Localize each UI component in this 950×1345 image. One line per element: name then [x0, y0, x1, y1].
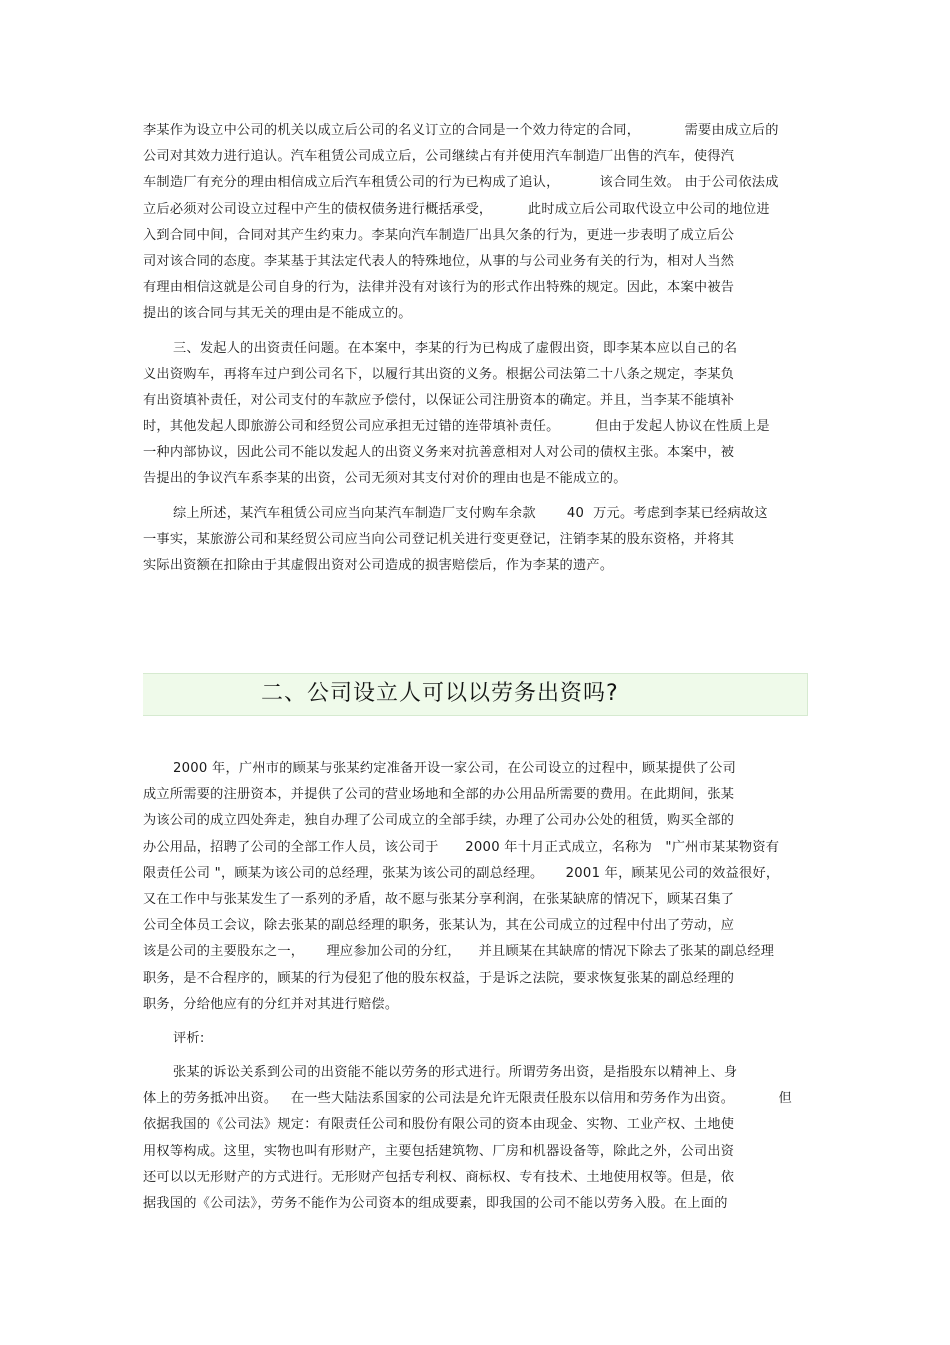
section-heading-box — [143, 673, 808, 716]
text-line: 实际出资额在扣除由于其虚假出资对公司造成的损害赔偿后，作为李某的遗产。 — [143, 558, 614, 573]
text-line: 提出的该合同与其无关的理由是不能成立的。 — [143, 306, 412, 322]
text-line: 依据我国的《公司法》规定：有限责任公司和股份有限公司的资本由现金、实物、工业产权、土地使 — [143, 1117, 735, 1133]
text-line: 成立所需要的注册资本，并提供了公司的营业场地和全部的办公用品所需要的费用。在此期间，张某 — [143, 787, 735, 803]
text-line: 据我国的《公司法》，劳务不能作为公司资本的组成要素，即我国的公司不能以劳务入股。在上面的 — [143, 1196, 728, 1211]
text-line: 时，其他发起人即旅游公司和经贸公司应承担无过错的连带填补责任。 但由于发起人协议在性质上是 — [143, 419, 770, 435]
text-line: 公司全体员工会议，除去张某的副总经理的职务，张某认为，其在公司成立的过程中付出了劳动，应 — [143, 918, 735, 934]
text-line: 有理由相信这就是公司自身的行为，法律并没有对该行为的形式作出特殊的规定。因此，本案中被告 — [143, 280, 735, 296]
text-line: 司对该合同的态度。李某基于其法定代表人的特殊地位，从事的与公司业务有关的行为，相对人当然 — [143, 253, 735, 269]
paragraph-conclusion — [143, 501, 807, 580]
paragraph-analysis-label — [143, 1026, 807, 1052]
section-heading: 二、公司设立人可以以劳务出资吗? — [261, 681, 619, 706]
text-line: 职务，分给他应有的分红并对其进行赔偿。 — [143, 996, 399, 1012]
text-line: 限责任公司 "，顾某为该公司的总经理，张某为该公司的副总经理。 2001 年，顾某见公司的效益很好， — [143, 865, 780, 881]
text-line: 张某的诉讼关系到公司的出资能不能以劳务的形式进行。所谓劳务出资，是指股东以精神上、身 — [173, 1065, 738, 1081]
text-line: 综上所述，某汽车租赁公司应当向某汽车制造厂支付购车余款 40 万元。考虑到李某已经病故这 — [173, 505, 768, 521]
text-line: 职务，是不合程序的，顾某的行为侵犯了他的股东权益，于是诉之法院，要求恢复张某的副总经理的 — [143, 970, 735, 986]
text-line: 公司对其效力进行追认。汽车租赁公司成立后，公司继续占有并使用汽车制造厂出售的汽车，使得汽 — [143, 149, 735, 165]
text-line: 李某作为设立中公司的机关以成立后公司的名义订立的合同是一个效力待定的合同， 需要由成立后的 — [143, 123, 779, 138]
document-body-top — [143, 118, 807, 579]
text-line: 一种内部协议，因此公司不能以发起人的出资义务来对抗善意相对人对公司的债权主张。本案中，被 — [143, 445, 735, 461]
paragraph-analysis — [143, 1060, 807, 1217]
text-line: 车制造厂有充分的理由相信成立后汽车租赁公司的行为已构成了追认， 该合同生效。 由于公司依法成 — [143, 175, 779, 191]
text-line: 立后必须对公司设立过程中产生的债权债务进行概括承受， 此时成立后公司取代设立中公司的地位进 — [143, 201, 770, 217]
text-line: 2000 年，广州市的顾某与张某约定准备开设一家公司，在公司设立的过程中，顾某提供了公司 — [173, 761, 737, 776]
text-line: 用权等构成。这里，实物也叫有形财产，主要包括建筑物、厂房和机器设备等，除此之外，公司出资 — [143, 1143, 735, 1159]
document-body-bottom — [143, 756, 807, 1217]
text-line: 义出资购车，再将车过户到公司名下，以履行其出资的义务。根据公司法第二十八条之规定，李某负 — [143, 366, 735, 382]
text-line: 体上的劳务抵冲出资。 在一些大陆法系国家的公司法是允许无限责任股东以信用和劳务作为出资。 但 — [143, 1091, 792, 1107]
text-line: 该是公司的主要股东之一， 理应参加公司的分红， 并且顾某在其缺席的情况下除去了张某的副总经理 — [143, 944, 775, 960]
text-line: 入到合同中间，合同对其产生约束力。李某向汽车制造厂出具欠条的行为，更进一步表明了成立后公 — [143, 227, 735, 243]
text-line: 有出资填补责任，对公司支付的车款应予偿付，以保证公司注册资本的确定。并且，当李某不能填补 — [143, 392, 735, 408]
paragraph-contract-validity — [143, 118, 807, 328]
paragraph-promoter-liability — [143, 336, 807, 493]
text-line: 还可以以无形财产的方式进行。无形财产包括专利权、商标权、专有技术、土地使用权等。但是，依 — [143, 1169, 735, 1185]
text-line: 又在工作中与张某发生了一系列的矛盾，故不愿与张某分享利润，在张某缺席的情况下，顾某召集了 — [143, 891, 735, 907]
text-line: 三、发起人的出资责任问题。在本案中，李某的行为已构成了虚假出资，即李某本应以自己的名 — [173, 340, 738, 356]
text-line: 办公用品，招聘了公司的全部工作人员，该公司于 2000 年十月正式成立，名称为 "广州市某某物资有 — [143, 839, 780, 855]
text-line: 告提出的争议汽车系李某的出资，公司无须对其支付对价的理由也是不能成立的。 — [143, 471, 627, 487]
paragraph-case-facts — [143, 756, 807, 1018]
text-line: 为该公司的成立四处奔走，独自办理了公司成立的全部手续，办理了公司办公处的租赁，购买全部的 — [143, 813, 735, 829]
text-line: 一事实，某旅游公司和某经贸公司应当向公司登记机关进行变更登记，注销李某的股东资格，并将其 — [143, 531, 735, 547]
text-line: 评析: — [173, 1030, 205, 1046]
